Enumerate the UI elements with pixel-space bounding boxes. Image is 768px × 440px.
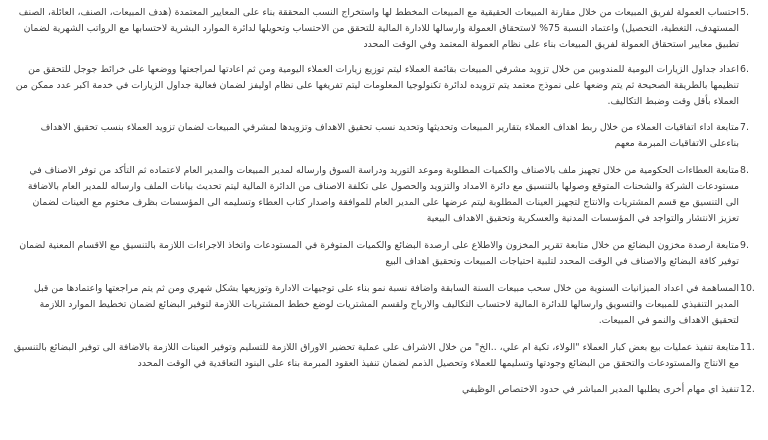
item-number: 6. — [740, 64, 749, 75]
item-text: متابعة ارصدة مخزون البضائع من خلال متابعة تقرير المخزون والاطلاع على ارصدة البضائع والكميات المتوفرة في المستودعات واتخاذ الاجراءات اللازمة بالتنسيق مع الاقسام المعنية لضمان توفير كافة البضائع والاصناف في الوقت المحدد لتلبية احتياجات المبيعات وتحقيق اهداف البيع — [19, 240, 739, 267]
duties-list — [12, 5, 758, 398]
item-number: 12. — [740, 384, 755, 395]
list-item — [12, 340, 758, 372]
item-text: احتساب العمولة لفريق المبيعات من خلال مقارنة المبيعات الحقيقية مع المبيعات المخطط لها واستخراج النسب المحققة بناء على المعايير المعتمدة (هدف المبيعات، الصنف، العائلة، الصنف المستهدف، التغطية، التحصيل) واعتماد النسبة 75% لاستحقاق العمولة وارسالها للادارة المالية للتحقق من الاحتساب وتحويلها لدائرة الموارد البشرية لاحتسابها مع الرواتب الشهرية لضمان تطبيق معايير استحقاق العمولة لفريق المبيعات بناء على نظام العمولة المعتمد وفي الوقت المحدد — [18, 7, 739, 50]
item-number: 5. — [740, 7, 749, 18]
item-text: تنفيذ اي مهام أخرى يطلبها المدير المباشر في حدود الاختصاص الوظيفي — [462, 384, 739, 395]
item-text: متابعة العطاءات الحكومية من خلال تجهيز ملف بالاصناف والكميات المطلوبة وموعد التوريد ودراسة السوق وارساله لمدير المبيعات والمدير العام لاعتماده ثم التأكد من توفر الاصناف في مستودعات الشركة والشحنات المتوقع وصولها بالتنسيق مع دائرة الامداد والتزويد والحصول على تكلفة الاصناف من الدائرة المالية ليتم تحديث بيانات الملف وارساله للمدير العام بالاضافة الى التنسيق مع قسم المشتريات والانتاج لتجهيز العينات المطلوبة ليتم عرضها على المدير العام للموافقة واصدار كتاب العطاء وتسليمه الى المؤسسات بظرف مختوم مع العينات لضمان تعزيز الانتشار والتواجد في المؤسسات المدنية والعسكرية وتحقيق الاهداف البيعية — [27, 165, 739, 224]
item-text: اعداد جداول الزيارات اليومية للمندوبين من خلال تزويد مشرفي المبيعات بقائمة العملاء ليتم توزيع زيارات العملاء اليومية ومن ثم اعادتها لمراجعتها ووضعها على خرائط جوجل للتحقق من تنظيمها بالطريقة الصحيحة ثم يتم وضعها على نموذج معتمد يتم تزويده لدائرة تكنولوجيا المعلومات ليتم تفريغها على نظام اوليفز لضمان فعالية جداول الزيارات في خدمة اكبر عدد ممكن من العملاء بأقل وقت وضبط التكاليف. — [15, 64, 739, 107]
list-item — [12, 62, 758, 110]
list-item — [12, 120, 758, 152]
item-number: 7. — [740, 122, 749, 133]
item-number: 9. — [740, 240, 749, 251]
item-text: متابعة اداء اتفاقيات العملاء من خلال ربط اهداف العملاء بتقارير المبيعات وتحديثها وتحديد نسب تحقيق الاهداف وتزويدها لمشرفي المبيعات لضمان تزويد العملاء بنسب تحقيق الاهداف بناءعلى الاتفاقيات المبرمة معهم — [40, 122, 739, 149]
list-item — [12, 163, 758, 227]
item-number: 11. — [740, 342, 755, 353]
item-text: المساهمة في اعداد الميزانيات السنوية من خلال سحب مبيعات السنة السابقة واضافة نسبة نمو بناء على توجيهات الادارة وتوزيعها بشكل شهري ومن ثم يتم مراجعتها واعتمادها من قبل المدير التنفيذي للمبيعات والتسويق وارسالها للدائرة المالية لاحتساب التكاليف والارباح ولقسم المشتريات لوضع خطط المشتريات اللازمة لتوفير البضائع لضمان تخطيط الموارد اللازمة لتحقيق الاهداف والنمو في المبيعات. — [33, 283, 739, 326]
item-number: 8. — [740, 165, 749, 176]
item-number: 10. — [740, 283, 755, 294]
item-text: متابعة تنفيذ عمليات بيع بعض كبار العملاء "الولاء، تكية ام علي، ..الخ" من خلال الاشراف على عملية تحضير الاوراق اللازمة للتسليم وتوفير العينات اللازمة بالاضافة الى توفير البضائع بالتنسيق مع الانتاج والمستودعات والتحقق من البضائع وجودتها وتسليمها للعملاء وتحصيل الذمم لضمان تنفيذ العقود المبرمة بناء على البنود التعاقدية في الوقت المحدد — [13, 342, 739, 369]
list-item — [12, 5, 758, 53]
list-item — [12, 238, 758, 270]
list-item — [12, 382, 758, 398]
list-item — [12, 281, 758, 329]
